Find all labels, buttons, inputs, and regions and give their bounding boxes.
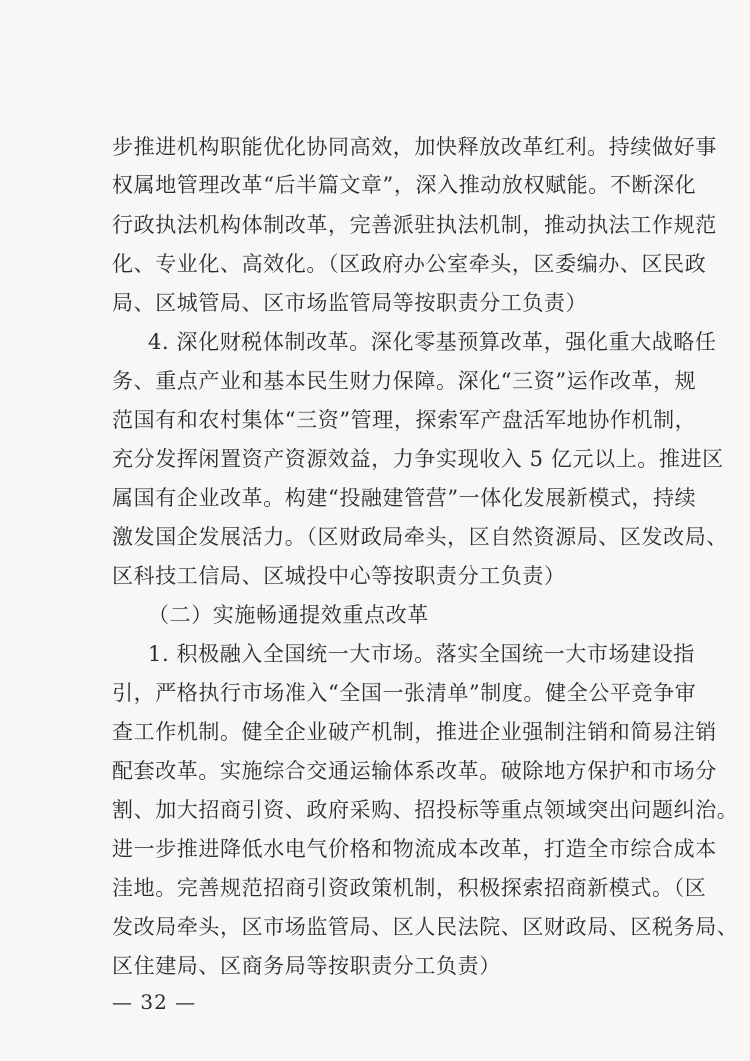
text-line-5: 局、区城管局、区市场监管局等按职责分工负责） (112, 291, 588, 315)
text-line-15: 引，严格执行市场准入“全国一张清单”制度。健全公平竞争审 (112, 681, 697, 705)
text-line-21: 发改局牵头，区市场监管局、区人民法院、区财政局、区税务局、 (112, 915, 739, 939)
text-line-3: 行政执法机构体制改革，完善派驻执法机制，推动执法工作规范 (112, 213, 717, 237)
text-line-9: 充分发挥闲置资产资源效益，力争实现收入 5 亿元以上。推进区 (112, 447, 724, 471)
text-line-4: 化、专业化、高效化。（区政府办公室牵头，区委编办、区民政 (112, 252, 707, 276)
text-line-2: 权属地管理改革“后半篇文章”，深入推动放权赋能。不断深化 (112, 173, 697, 197)
text-line-1: 步推进机构职能优化协同高效，加快释放改革红利。持续做好事 (112, 135, 717, 159)
text-line-10: 属国有企业改革。构建“投融建管营”一体化发展新模式，持续 (112, 486, 697, 510)
text-line-20: 洼地。完善规范招商引资政策机制，积极探索招商新模式。（区 (112, 876, 707, 900)
item-1-title-line: 1. 积极融入全国统一大市场。落实全国统一大市场建设指 (148, 642, 695, 666)
page-number: — 32 — (112, 990, 197, 1014)
text-line-16: 查工作机制。健全企业破产机制，推进企业强制注销和简易注销 (112, 720, 717, 744)
item-4-title-line: 4. 深化财税体制改革。深化零基预算改革，强化重大战略任 (148, 330, 717, 354)
text-line-11: 激发国企发展活力。（区财政局牵头，区自然资源局、区发改局、 (112, 525, 728, 549)
text-line-17: 配套改革。实施综合交通运输体系改革。破除地方保护和市场分 (112, 759, 717, 783)
text-line-22: 区住建局、区商务局等按职责分工负责） (112, 954, 501, 978)
text-line-12: 区科技工信局、区城投中心等按职责分工负责） (112, 564, 566, 588)
text-line-7: 务、重点产业和基本民生财力保障。深化“三资”运作改革，规 (112, 369, 697, 393)
text-line-19: 进一步推进降低水电气价格和物流成本改革，打造全市综合成本 (112, 837, 717, 861)
section-heading-2: （二）实施畅通提效重点改革 (148, 603, 429, 627)
text-line-18: 割、加大招商引资、政府采购、招投标等重点领域突出问题纠治。 (112, 798, 739, 822)
text-line-8: 范国有和农村集体“三资”管理，探索军产盘活军地协作机制， (112, 408, 697, 432)
